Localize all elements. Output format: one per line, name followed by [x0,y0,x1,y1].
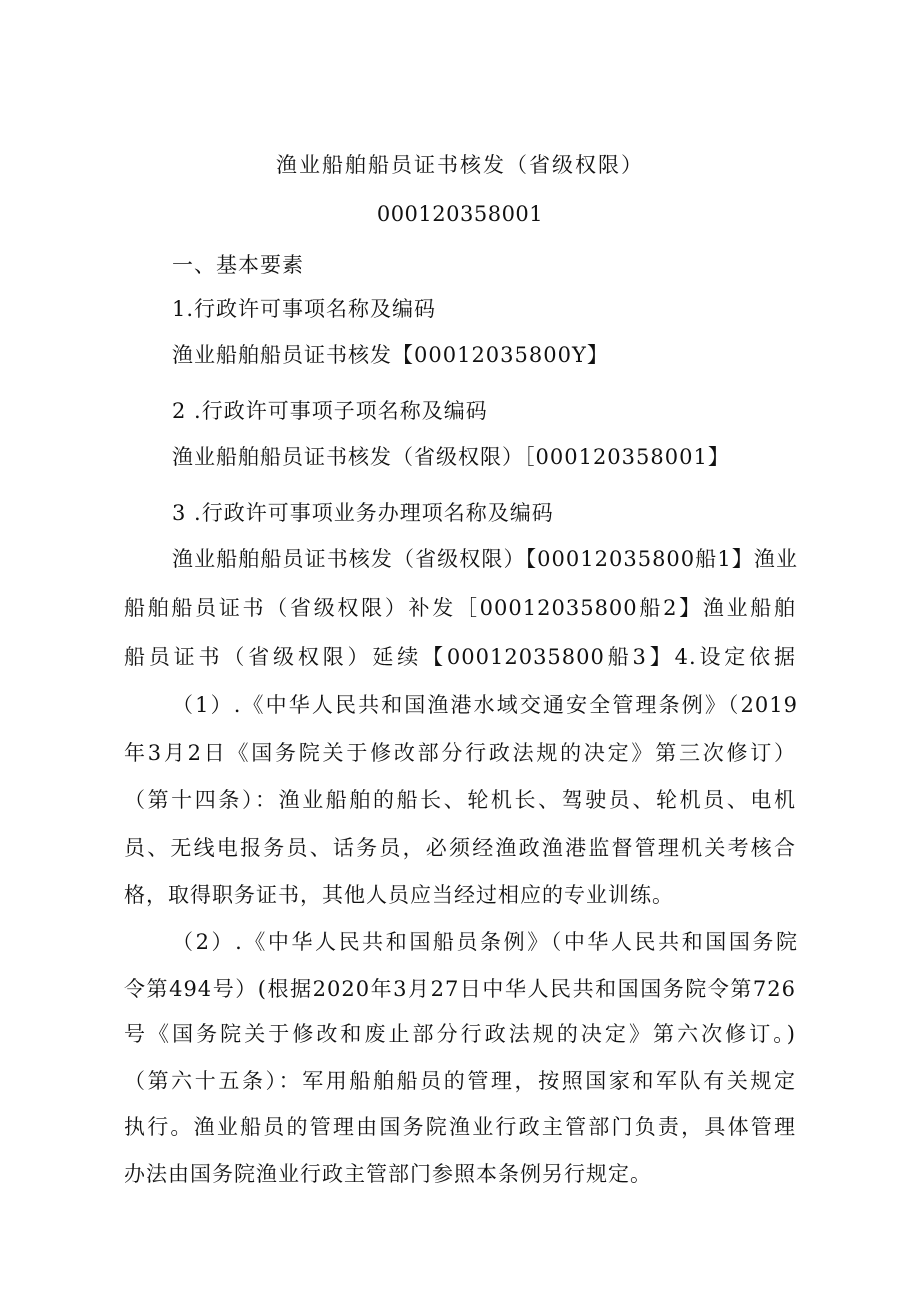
item-3-heading: 3 .行政许可事项业务办理项名称及编码 [172,501,554,525]
basis-1-line: 格，取得职务证书，其他人员应当经过相应的专业训练。 [124,883,674,907]
document-code: 000120358001 [376,202,544,226]
item-3-line: 船员证书（省级权限）延续【00012035800船3】4.设定依据 [124,645,796,669]
basis-2-line: 令第494号）(根据2020年3月27日中华人民共和国国务院令第726 [124,977,796,1001]
item-3-line: 船舶船员证书（省级权限）补发［00012035800船2】渔业船舶 [124,596,796,620]
item-2-heading: 2 .行政许可事项子项名称及编码 [172,399,488,423]
basis-2-line: 执行。渔业船员的管理由国务院渔业行政主管部门负责，具体管理 [124,1115,796,1139]
basis-1-line: 年3月2日《国务院关于修改部分行政法规的决定》第三次修订） [124,741,796,765]
document-title: 渔业船舶船员证书核发（省级权限） [276,153,644,177]
basis-1-line: （第十四条）：渔业船舶的船长、轮机长、驾驶员、轮机员、电机 [124,788,796,812]
basis-2-line: （2）.《中华人民共和国船员条例》（中华人民共和国国务院 [172,930,798,954]
basis-2-line: 号《国务院关于修改和废止部分行政法规的决定》第六次修订。) [124,1022,796,1046]
section-heading-basic-elements: 一、基本要素 [172,253,304,277]
item-2-value: 渔业船舶船员证书核发（省级权限）［000120358001】 [172,445,730,469]
item-3-line: 渔业船舶船员证书核发（省级权限）【00012035800船1】渔业 [172,547,799,571]
item-1-value: 渔业船舶船员证书核发【00012035800Y】 [172,343,609,367]
basis-1-line: （1）.《中华人民共和国渔港水域交通安全管理条例》（2019 [172,693,798,717]
basis-2-line: （第六十五条）：军用船舶船员的管理，按照国家和军队有关规定 [124,1069,796,1093]
item-1-heading: 1.行政许可事项名称及编码 [172,297,437,321]
basis-2-line: 办法由国务院渔业行政主管部门参照本条例另行规定。 [124,1162,652,1186]
basis-1-line: 员、无线电报务员、话务员，必须经渔政渔港监督管理机关考核合 [124,836,796,860]
